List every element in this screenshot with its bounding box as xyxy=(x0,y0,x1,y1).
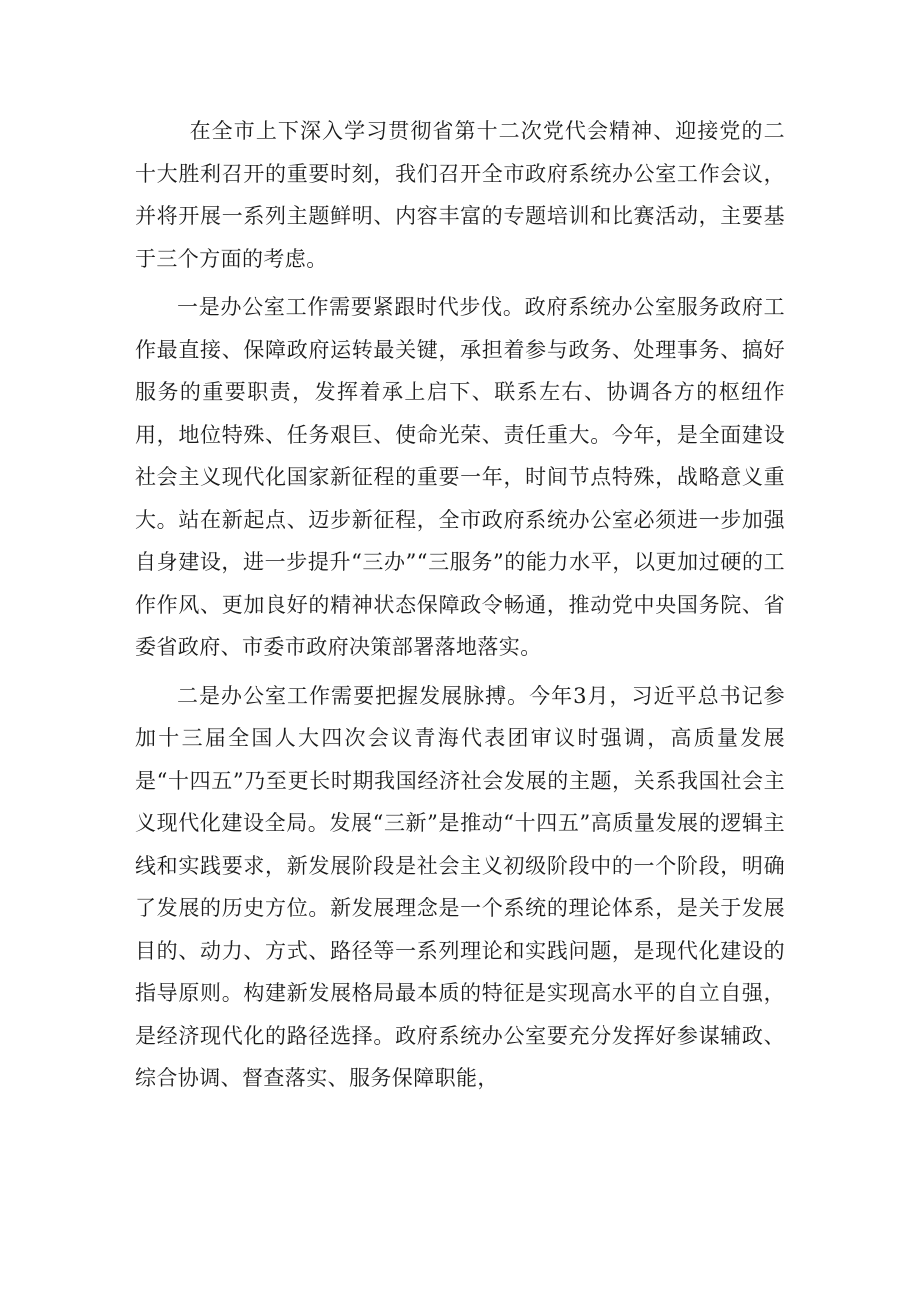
document-page xyxy=(135,110,785,1100)
paragraph-intro: 在全市上下深入学习贯彻省第十二次党代会精神、迎接党的二十大胜利召开的重要时刻，我们召开全市政府系统办公室工作会议，并将开展一系列主题鲜明、内容丰富的专题培训和比赛活动，主要基于三个方面的考虑。 xyxy=(135,119,785,271)
paragraph-point-one: 一是办公室工作需要紧跟时代步伐。政府系统办公室服务政府工作最直接、保障政府运转最关键，承担着参与政务、处理事务、搞好服务的重要职责，发挥着承上启下、联系左右、协调各方的枢纽作用，地位特殊、任务艰巨、使命光荣、责任重大。今年，是全面建设社会主义现代化国家新征程的重要一年，时间节点特殊，战略意义重大。站在新起点、迈步新征程，全市政府系统办公室必须进一步加强自身建设，进一步提升“三办”“三服务”的能力水平，以更加过硬的工作作风、更加良好的精神状态保障政令畅通，推动党中央国务院、省委省政府、市委市政府决策部署落地落实。 xyxy=(135,295,785,659)
paragraph-point-two: 二是办公室工作需要把握发展脉搏。今年3月，习近平总书记参加十三届全国人大四次会议青海代表团审议时强调，高质量发展是“十四五”乃至更长时期我国经济社会发展的主题，关系我国社会主义现代化建设全局。发展“三新”是推动“十四五”高质量发展的逻辑主线和实践要求，新发展阶段是社会主义初级阶段中的一个阶段，明确了发展的历史方位。新发展理念是一个系统的理论体系，是关于发展目的、动力、方式、路径等一系列理论和实践问题，是现代化建设的指导原则。构建新发展格局最本质的特征是实现高水平的自立自强，是经济现代化的路径选择。政府系统办公室要充分发挥好参谋辅政、综合协调、督查落实、服务保障职能， xyxy=(135,683,785,1090)
